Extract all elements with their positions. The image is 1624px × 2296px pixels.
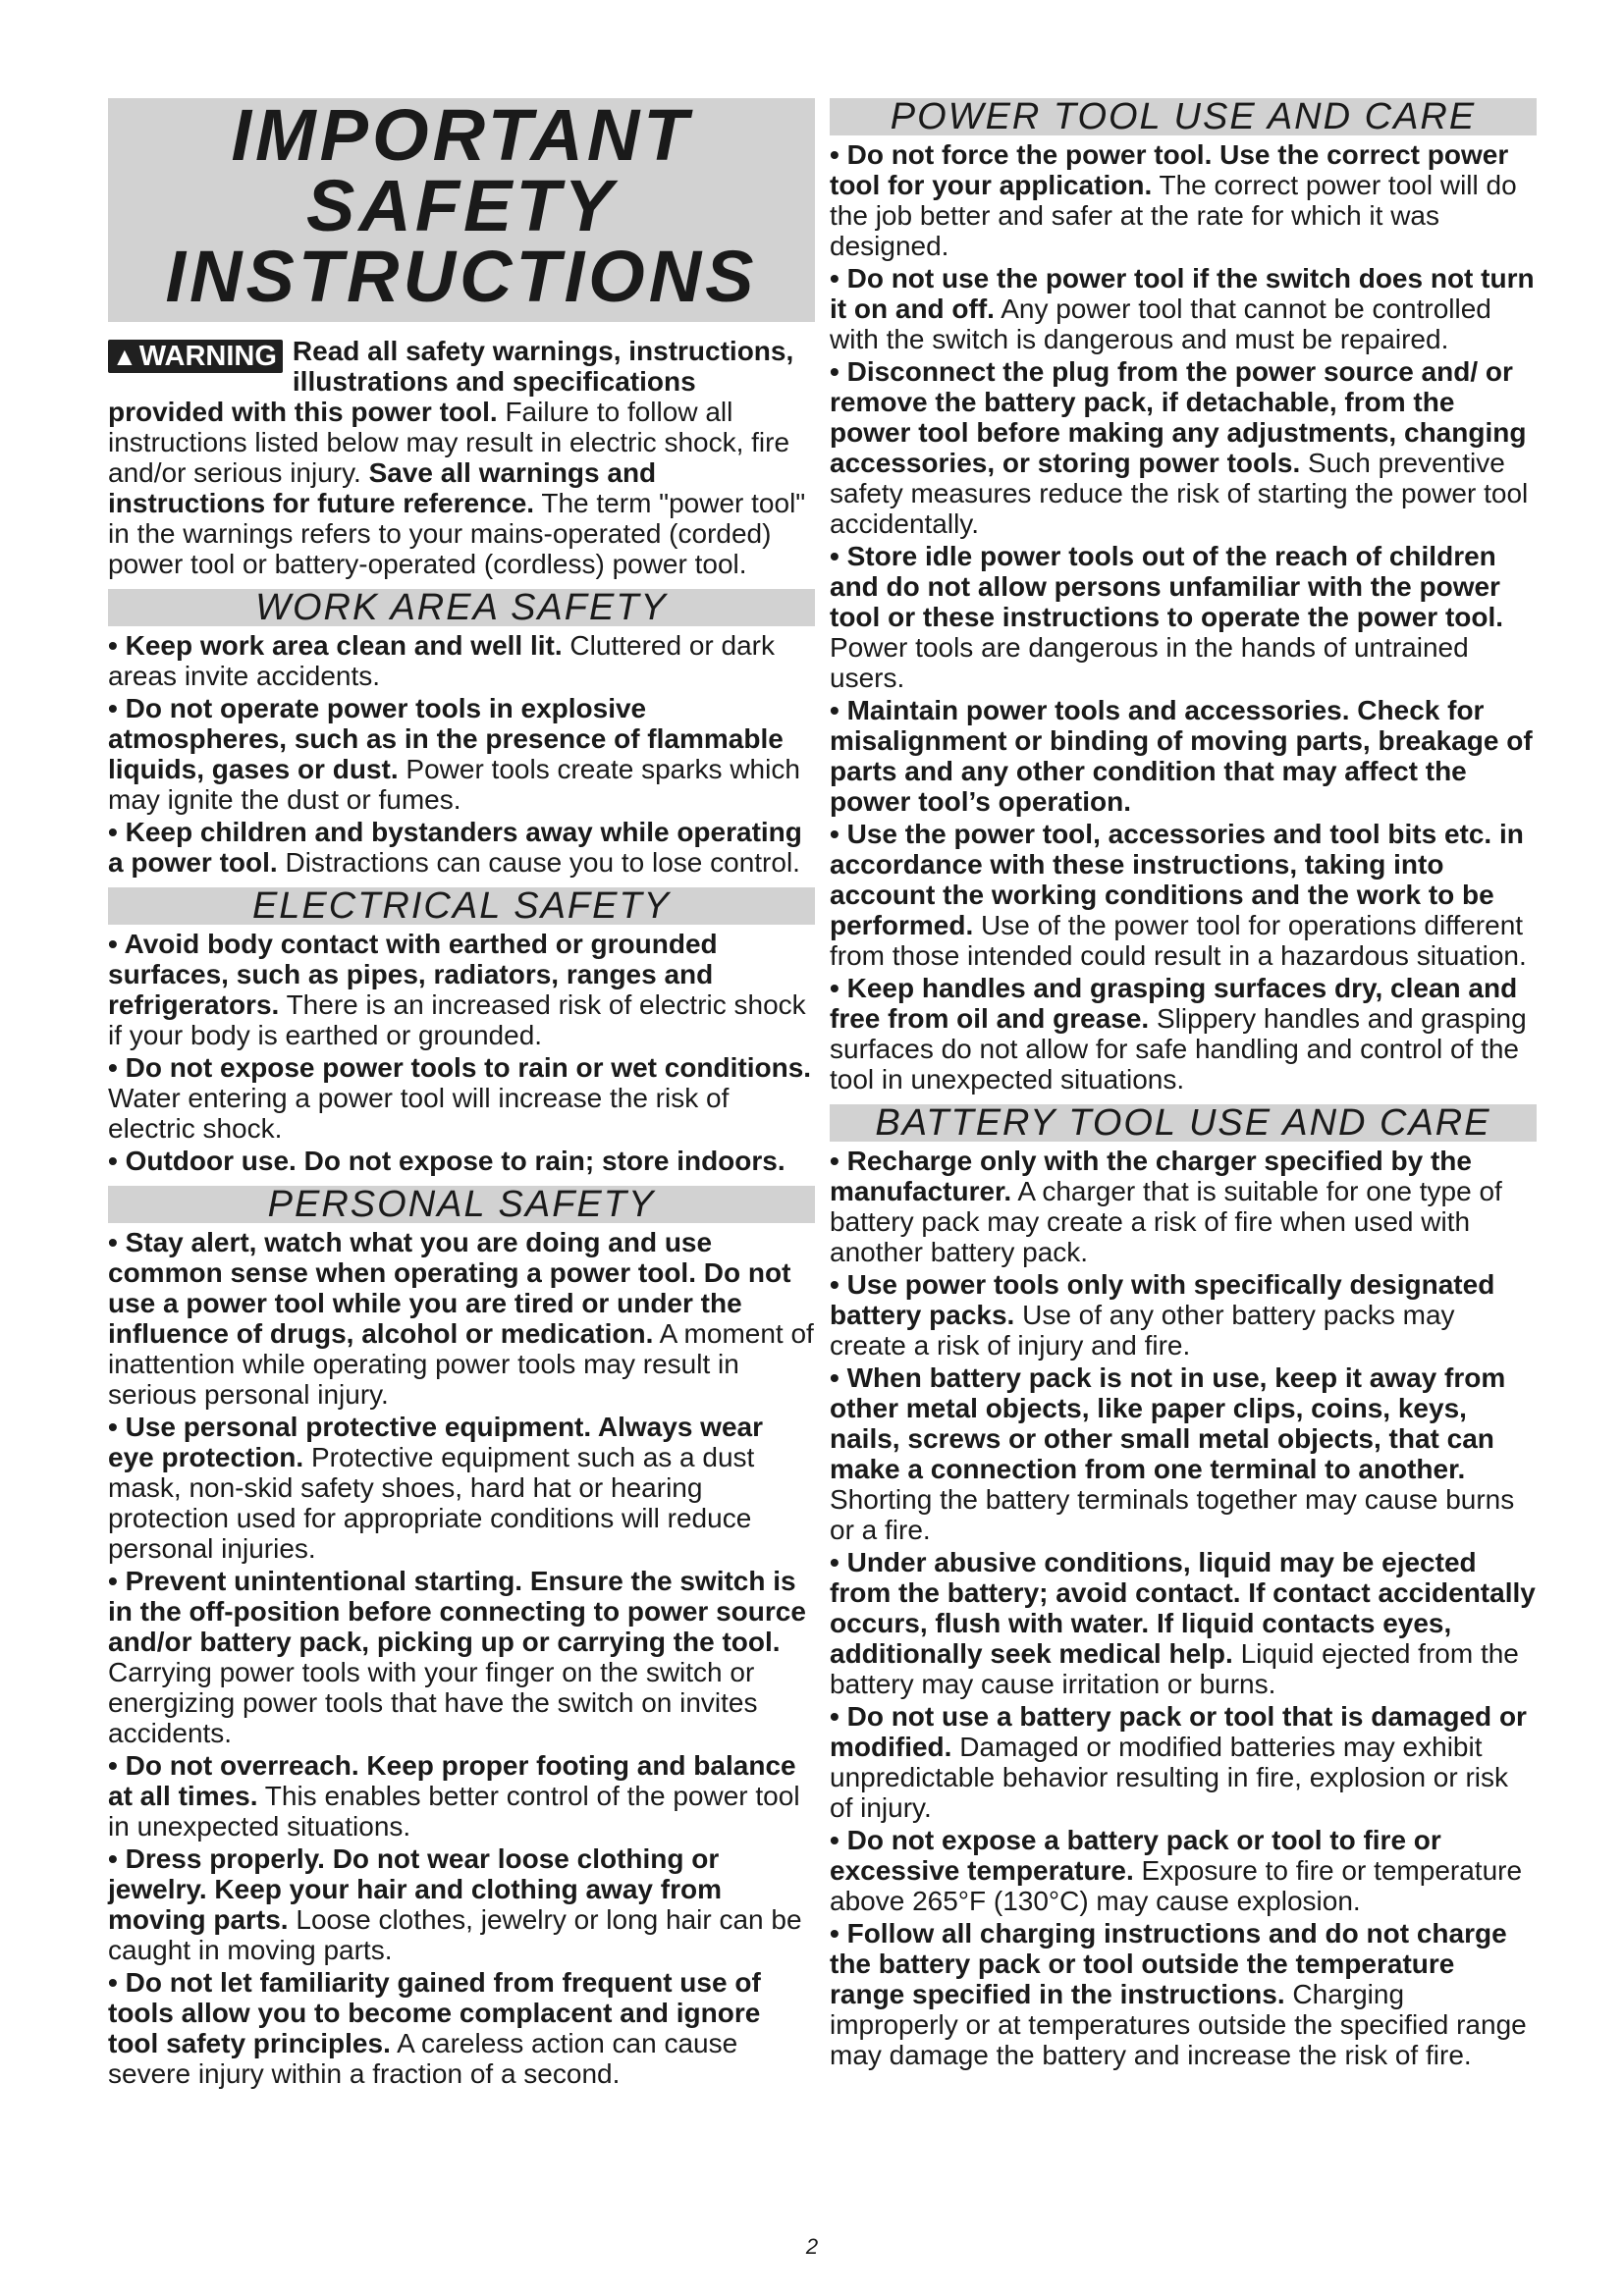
list-item: • Prevent unintentional starting. Ensure the switch is in the off-position before connecting to power source and/or battery pack, picking up or carrying the tool. Carrying power tools with your finger on the switch or energizing power tools that have the switch on invites accidents.: [108, 1566, 806, 1748]
warning-triangle-icon: ▲: [112, 342, 137, 371]
list-item: • Follow all charging instructions and do not charge the battery pack or tool outside the temperature range specified in the instructions. Charging improperly or at temperatures outside the specified range may damage the battery and increase the risk of fire.: [830, 1918, 1527, 2070]
section-heading: WORK AREA SAFETY: [108, 589, 815, 626]
list-item: • Use personal protective equipment. Always wear eye protection. Protective equipment such as a dust mask, non-skid safety shoes, hard hat or hearing protection used for appropriate conditions will reduce personal injuries.: [108, 1412, 763, 1564]
right-column: [830, 98, 1537, 2072]
title-line: INSTRUCTIONS: [165, 236, 758, 317]
list-item: • When battery pack is not in use, keep it away from other metal objects, like paper clips, coins, keys, nails, screws or other small metal objects, that can make a connection from one terminal to another. Shorting the battery terminals together may cause burns or a fire.: [830, 1362, 1515, 1545]
warning-bold-text: Read all safety warnings, instructions, illustrations and specifications provided with this power tool.: [108, 336, 794, 427]
list-item: • Recharge only with the charger specified by the manufacturer. A charger that is suitable for one type of battery pack may create a risk of fire when used with another battery pack.: [830, 1146, 1502, 1267]
title-line: SAFETY: [306, 165, 617, 246]
list-item: • Dress properly. Do not wear loose clothing or jewelry. Keep your hair and clothing away from moving parts. Loose clothes, jewelry or long hair can be caught in moving parts.: [108, 1843, 802, 1965]
list-item: • Do not operate power tools in explosive atmospheres, such as in the presence of flammable liquids, gases or dust. Power tools create sparks which may ignite the dust or fumes.: [108, 693, 800, 815]
list-item: • Do not use the power tool if the switch does not turn it on and off. Any power tool that cannot be controlled with the switch is dangerous and must be repaired.: [830, 263, 1535, 354]
section-work-area-safety: [108, 589, 815, 878]
warning-intro: [108, 336, 815, 579]
list-item: • Keep work area clean and well lit. Cluttered or dark areas invite accidents.: [108, 630, 775, 691]
list-item: • Do not let familiarity gained from frequent use of tools allow you to become complacent and ignore tool safety principles. A careless action can cause severe injury within a fraction of a second.: [108, 1967, 761, 2089]
list-item: • Do not expose power tools to rain or wet conditions. Water entering a power tool will increase the risk of electric shock.: [108, 1052, 812, 1144]
section-electrical-safety: [108, 887, 815, 1176]
list-item: • Do not use a battery pack or tool that is damaged or modified. Damaged or modified batteries may exhibit unpredictable behavior resulting in fire, explosion or risk of injury.: [830, 1701, 1527, 1823]
main-title: [108, 94, 815, 322]
list-item: • Stay alert, watch what you are doing and use common sense when operating a power tool. Do not use a power tool while you are tired or under the influence of drugs, alcohol or medication. A moment of inattention while operating power tools may result in serious personal injury.: [108, 1227, 814, 1410]
warning-text: Failure to follow all instructions listed below may result in electric shock, fire and/or serious injury.: [108, 397, 790, 488]
warning-badge: [108, 340, 283, 373]
section-heading: PERSONAL SAFETY: [108, 1186, 815, 1223]
warning-bold-text-2: Save all warnings and instructions for future reference.: [108, 457, 657, 518]
list-item: • Disconnect the plug from the power source and/ or remove the battery pack, if detachable, from the power tool before making any adjustments, changing accessories, or storing power tools. Such preventive safety measures reduce the risk of starting the power tool accidentally.: [830, 356, 1529, 539]
list-item: • Do not force the power tool. Use the correct power tool for your application. The correct power tool will do the job better and safer at the rate for which it was designed.: [830, 139, 1517, 261]
title-line: IMPORTANT: [231, 94, 692, 176]
section-heading: ELECTRICAL SAFETY: [108, 887, 815, 925]
warning-text-2: The term "power tool" in the warnings refers to your mains-operated (corded) power tool or battery-operated (cordless) power tool.: [108, 488, 806, 579]
list-item: • Store idle power tools out of the reach of children and do not allow persons unfamiliar with the power tool or these instructions to operate the power tool. Power tools are dangerous in the hands of untrained users.: [830, 541, 1504, 693]
section-heading: POWER TOOL USE AND CARE: [830, 98, 1537, 135]
section-power-tool-use-and-care: [830, 98, 1537, 1095]
list-item: • Use the power tool, accessories and tool bits etc. in accordance with these instructions, taking into account the working conditions and the work to be performed. Use of the power tool for operations different from those intended could result in a hazardous situation.: [830, 819, 1527, 971]
left-column: [108, 94, 815, 2091]
list-item: • Outdoor use. Do not expose to rain; store indoors.: [108, 1146, 785, 1176]
section-heading: BATTERY TOOL USE AND CARE: [830, 1104, 1537, 1142]
section-personal-safety: [108, 1186, 815, 2089]
list-item: • Do not overreach. Keep proper footing and balance at all times. This enables better control of the power tool in unexpected situations.: [108, 1750, 800, 1842]
list-item: • Keep children and bystanders away while operating a power tool. Distractions can cause you to lose control.: [108, 817, 802, 878]
list-item: • Avoid body contact with earthed or grounded surfaces, such as pipes, radiators, ranges and refrigerators. There is an increased risk of electric shock if your body is earthed or grounded.: [108, 929, 806, 1050]
list-item: • Do not expose a battery pack or tool to fire or excessive temperature. Exposure to fire or temperature above 265°F (130°C) may cause explosion.: [830, 1825, 1523, 1916]
warning-badge-label: WARNING: [138, 341, 277, 372]
list-item: • Keep handles and grasping surfaces dry, clean and free from oil and grease. Slippery handles and grasping surfaces do not allow for safe handling and control of the tool in unexpected situations.: [830, 973, 1527, 1095]
page-number: 2: [805, 2234, 819, 2259]
list-item: • Use power tools only with specifically designated battery packs. Use of any other battery packs may create a risk of injury and fire.: [830, 1269, 1495, 1361]
list-item: • Under abusive conditions, liquid may be ejected from the battery; avoid contact. If contact accidentally occurs, flush with water. If liquid contacts eyes, additionally seek medical help. Liquid ejected from the battery may cause irritation or burns.: [830, 1547, 1536, 1699]
list-item: • Maintain power tools and accessories. Check for misalignment or binding of moving parts, breakage of parts and any other condition that may affect the power tool’s operation.: [830, 695, 1533, 817]
section-battery-tool-use-and-care: [830, 1104, 1537, 2070]
